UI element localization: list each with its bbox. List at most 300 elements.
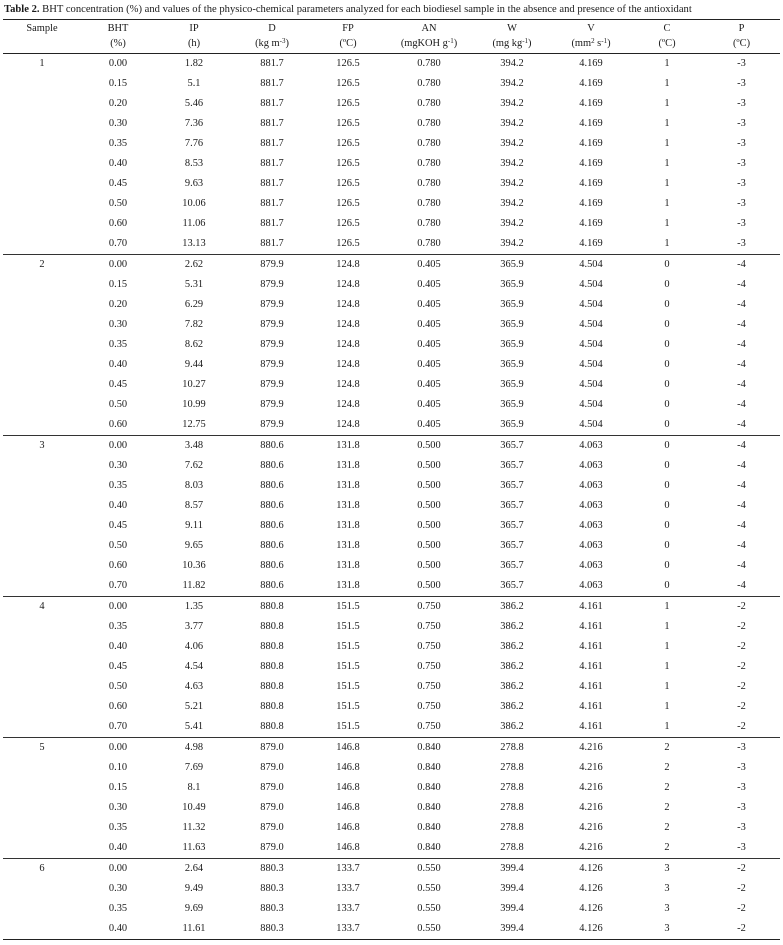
table-row — [3, 275, 780, 295]
table-row — [3, 536, 780, 556]
cell-c: 3 — [631, 919, 703, 940]
cell-c: 1 — [664, 158, 670, 169]
cell-w: 399.4 — [500, 863, 524, 874]
cell-sample — [3, 657, 81, 677]
cell-c: 0 — [664, 379, 670, 390]
table-header — [3, 20, 780, 54]
cell-ip: 9.44 — [184, 359, 204, 370]
cell-an: 0.780 — [417, 78, 441, 89]
cell-p: -3 — [737, 138, 746, 149]
cell-v: 4.169 — [579, 178, 603, 189]
cell-w: 394.2 — [500, 98, 524, 109]
cell-w: 394.2 — [500, 198, 524, 209]
cell-bht: 0.35 — [108, 138, 128, 149]
cell-p: -4 — [737, 460, 746, 471]
table-row — [3, 335, 780, 355]
table-row — [3, 214, 780, 234]
cell-ip: 1.82 — [184, 58, 204, 69]
cell-sample — [3, 919, 81, 940]
cell-sample — [3, 275, 81, 295]
cell-sample — [3, 415, 81, 436]
cell-sample: 2 — [39, 259, 45, 270]
cell-d: 881.7 — [260, 118, 284, 129]
cell-d: 879.9 — [233, 415, 311, 436]
cell-w: 365.7 — [500, 540, 524, 551]
cell-bht: 0.50 — [108, 198, 128, 209]
table-row — [3, 597, 780, 618]
cell-v: 4.504 — [551, 415, 631, 436]
header-c: C — [631, 20, 703, 37]
cell-d: 880.6 — [260, 540, 284, 551]
cell-w: 386.2 — [500, 681, 524, 692]
cell-ip: 3.77 — [184, 621, 204, 632]
cell-w: 386.2 — [473, 717, 551, 738]
cell-sample: 3 — [39, 440, 45, 451]
cell-an: 0.780 — [417, 138, 441, 149]
cell-v: 4.216 — [579, 742, 603, 753]
cell-sample — [3, 697, 81, 717]
cell-v: 4.063 — [579, 520, 603, 531]
cell-fp: 126.5 — [336, 98, 360, 109]
unit-sup: -1 — [522, 37, 529, 45]
cell-p: -3 — [703, 838, 780, 859]
cell-v: 4.161 — [551, 717, 631, 738]
cell-an: 0.780 — [385, 234, 473, 255]
cell-ip: 7.76 — [184, 138, 204, 149]
cell-an: 0.500 — [417, 440, 441, 451]
cell-p: -2 — [737, 681, 746, 692]
cell-p: -4 — [737, 379, 746, 390]
cell-w: 365.9 — [500, 359, 524, 370]
cell-bht: 0.00 — [108, 259, 128, 270]
cell-fp: 126.5 — [336, 118, 360, 129]
cell-p: -4 — [737, 279, 746, 290]
cell-an: 0.405 — [417, 319, 441, 330]
cell-fp: 126.5 — [336, 58, 360, 69]
cell-c: 1 — [664, 661, 670, 672]
cell-ip: 4.63 — [184, 681, 204, 692]
cell-w: 399.4 — [473, 919, 551, 940]
cell-d: 880.8 — [260, 641, 284, 652]
cell-fp: 131.8 — [336, 540, 360, 551]
cell-an: 0.840 — [417, 802, 441, 813]
cell-v: 4.063 — [579, 480, 603, 491]
cell-ip: 6.29 — [184, 299, 204, 310]
cell-sample — [3, 879, 81, 899]
cell-d: 881.7 — [233, 234, 311, 255]
cell-v: 4.216 — [551, 838, 631, 859]
cell-c: 3 — [664, 903, 670, 914]
cell-w: 386.2 — [500, 641, 524, 652]
cell-bht: 0.00 — [108, 742, 128, 753]
cell-bht: 0.40 — [108, 359, 128, 370]
cell-p: -3 — [737, 802, 746, 813]
cell-an: 0.405 — [417, 339, 441, 350]
header-d: D — [233, 20, 311, 37]
cell-p: -3 — [737, 118, 746, 129]
cell-w: 365.7 — [500, 460, 524, 471]
cell-fp: 124.8 — [336, 399, 360, 410]
unit-text: (mgKOH g — [400, 38, 448, 49]
cell-p: -4 — [737, 500, 746, 511]
cell-sample — [3, 214, 81, 234]
cell-v: 4.161 — [579, 661, 603, 672]
cell-p: -4 — [737, 540, 746, 551]
header-p-unit — [703, 36, 780, 54]
cell-c: 1 — [664, 98, 670, 109]
cell-w: 394.2 — [500, 158, 524, 169]
cell-fp: 126.5 — [336, 138, 360, 149]
cell-an: 0.405 — [417, 379, 441, 390]
cell-sample — [3, 395, 81, 415]
cell-v: 4.063 — [579, 460, 603, 471]
cell-c: 2 — [664, 742, 670, 753]
cell-an: 0.550 — [385, 919, 473, 940]
cell-bht: 0.50 — [108, 540, 128, 551]
cell-an: 0.840 — [417, 822, 441, 833]
table-row — [3, 94, 780, 114]
cell-p: -3 — [737, 762, 746, 773]
cell-sample — [3, 74, 81, 94]
cell-d: 879.0 — [260, 822, 284, 833]
cell-bht: 0.30 — [108, 802, 128, 813]
cell-w: 399.4 — [500, 883, 524, 894]
cell-d: 881.7 — [260, 78, 284, 89]
cell-v: 4.169 — [579, 198, 603, 209]
cell-fp: 126.5 — [336, 218, 360, 229]
cell-c: 3 — [664, 883, 670, 894]
cell-d: 880.6 — [260, 480, 284, 491]
cell-an: 0.840 — [417, 762, 441, 773]
unit-sup: -1 — [447, 37, 454, 45]
cell-w: 386.2 — [500, 701, 524, 712]
cell-ip: 3.48 — [184, 440, 204, 451]
header-an: AN — [385, 20, 473, 37]
cell-p: -3 — [737, 782, 746, 793]
cell-an: 0.500 — [385, 576, 473, 597]
cell-bht: 0.50 — [108, 399, 128, 410]
cell-an: 0.405 — [385, 415, 473, 436]
header-d-unit — [233, 36, 311, 54]
cell-bht: 0.20 — [108, 98, 128, 109]
header-bht-unit — [81, 36, 155, 54]
cell-c: 0 — [664, 560, 670, 571]
cell-bht: 0.35 — [108, 339, 128, 350]
cell-v: 4.504 — [579, 259, 603, 270]
cell-d: 879.9 — [260, 399, 284, 410]
cell-v: 4.504 — [579, 399, 603, 410]
cell-ip: 8.57 — [184, 500, 204, 511]
cell-bht: 0.40 — [108, 641, 128, 652]
cell-sample: 5 — [39, 742, 45, 753]
cell-w: 365.9 — [500, 259, 524, 270]
cell-bht: 0.00 — [108, 58, 128, 69]
cell-w: 365.9 — [500, 399, 524, 410]
cell-c: 1 — [631, 234, 703, 255]
cell-w: 365.7 — [473, 576, 551, 597]
cell-ip: 5.21 — [184, 701, 204, 712]
cell-bht: 0.00 — [108, 863, 128, 874]
cell-bht: 0.70 — [81, 717, 155, 738]
cell-p: -2 — [737, 883, 746, 894]
cell-d: 879.0 — [233, 838, 311, 859]
cell-w: 365.7 — [500, 440, 524, 451]
table-row — [3, 818, 780, 838]
cell-c: 0 — [631, 415, 703, 436]
cell-d: 879.0 — [260, 802, 284, 813]
cell-d: 880.8 — [260, 661, 284, 672]
table-row — [3, 375, 780, 395]
cell-ip: 4.54 — [184, 661, 204, 672]
cell-c: 2 — [631, 838, 703, 859]
cell-an: 0.500 — [417, 480, 441, 491]
cell-d: 880.8 — [233, 717, 311, 738]
cell-d: 879.0 — [260, 782, 284, 793]
cell-v: 4.169 — [579, 118, 603, 129]
header-v: V — [551, 20, 631, 37]
cell-bht: 0.15 — [108, 279, 128, 290]
cell-fp: 131.8 — [336, 520, 360, 531]
cell-p: -3 — [737, 218, 746, 229]
cell-v: 4.161 — [579, 641, 603, 652]
header-c-unit — [631, 36, 703, 54]
cell-an: 0.750 — [385, 717, 473, 738]
cell-fp: 151.5 — [336, 701, 360, 712]
cell-fp: 133.7 — [336, 863, 360, 874]
cell-an: 0.405 — [417, 259, 441, 270]
cell-an: 0.780 — [417, 98, 441, 109]
cell-w: 278.8 — [500, 742, 524, 753]
cell-c: 1 — [664, 138, 670, 149]
table-row — [3, 476, 780, 496]
unit-text: (h) — [187, 38, 201, 49]
cell-p: -2 — [737, 641, 746, 652]
cell-d: 879.0 — [260, 762, 284, 773]
cell-p: -3 — [737, 822, 746, 833]
header-fp-unit — [311, 36, 385, 54]
cell-v: 4.161 — [579, 681, 603, 692]
cell-w: 394.2 — [500, 118, 524, 129]
cell-p: -2 — [737, 701, 746, 712]
cell-an: 0.500 — [417, 520, 441, 531]
cell-p: -4 — [737, 480, 746, 491]
cell-an: 0.405 — [417, 299, 441, 310]
cell-fp: 126.5 — [311, 234, 385, 255]
cell-d: 880.6 — [260, 500, 284, 511]
cell-ip: 9.69 — [184, 903, 204, 914]
unit-text: (kg m — [255, 38, 280, 49]
cell-an: 0.780 — [417, 198, 441, 209]
table-row — [3, 315, 780, 335]
cell-bht: 0.30 — [108, 883, 128, 894]
cell-v: 4.161 — [579, 621, 603, 632]
header-v-unit — [551, 36, 631, 54]
cell-ip: 4.06 — [184, 641, 204, 652]
table-row — [3, 919, 780, 940]
cell-sample — [3, 899, 81, 919]
cell-bht: 0.45 — [108, 178, 128, 189]
table-row — [3, 54, 780, 75]
cell-ip: 8.1 — [187, 782, 201, 793]
cell-bht: 0.20 — [108, 299, 128, 310]
cell-p: -2 — [737, 903, 746, 914]
cell-fp: 146.8 — [336, 762, 360, 773]
cell-v: 4.504 — [579, 279, 603, 290]
table-row — [3, 234, 780, 255]
cell-fp: 146.8 — [336, 822, 360, 833]
cell-w: 394.2 — [500, 78, 524, 89]
cell-c: 0 — [664, 500, 670, 511]
cell-sample — [3, 516, 81, 536]
cell-ip: 9.49 — [184, 883, 204, 894]
cell-d: 879.9 — [260, 339, 284, 350]
cell-d: 879.0 — [260, 742, 284, 753]
cell-c: 1 — [631, 717, 703, 738]
unit-text: ) — [453, 38, 458, 49]
sample-group-6 — [3, 859, 780, 940]
cell-v: 4.216 — [579, 762, 603, 773]
cell-v: 4.504 — [579, 299, 603, 310]
table-row — [3, 556, 780, 576]
cell-sample — [3, 778, 81, 798]
table-row — [3, 194, 780, 214]
cell-v: 4.504 — [579, 359, 603, 370]
cell-p: -3 — [737, 78, 746, 89]
cell-c: 0 — [664, 259, 670, 270]
cell-ip: 10.99 — [182, 399, 206, 410]
cell-ip: 10.06 — [182, 198, 206, 209]
cell-v: 4.504 — [579, 319, 603, 330]
cell-bht: 0.40 — [108, 500, 128, 511]
unit-text: (ºC) — [658, 38, 676, 49]
cell-v: 4.063 — [579, 440, 603, 451]
cell-c: 3 — [664, 863, 670, 874]
cell-p: -4 — [737, 520, 746, 531]
cell-ip: 2.62 — [184, 259, 204, 270]
cell-ip: 11.82 — [155, 576, 233, 597]
table-row — [3, 798, 780, 818]
cell-w: 394.2 — [500, 58, 524, 69]
cell-w: 365.9 — [500, 279, 524, 290]
cell-sample — [3, 154, 81, 174]
cell-ip: 9.11 — [185, 520, 203, 531]
cell-bht: 0.00 — [108, 601, 128, 612]
cell-sample — [3, 637, 81, 657]
cell-sample: 6 — [39, 863, 45, 874]
cell-an: 0.780 — [417, 218, 441, 229]
cell-fp: 151.5 — [311, 717, 385, 738]
cell-fp: 124.8 — [336, 379, 360, 390]
cell-bht: 0.30 — [108, 319, 128, 330]
cell-p: -3 — [703, 234, 780, 255]
cell-p: -2 — [737, 863, 746, 874]
table-row — [3, 415, 780, 436]
cell-ip: 7.82 — [184, 319, 204, 330]
header-ip: IP — [155, 20, 233, 37]
cell-c: 1 — [664, 681, 670, 692]
cell-v: 4.063 — [551, 576, 631, 597]
table-caption — [4, 2, 780, 18]
cell-d: 879.9 — [260, 259, 284, 270]
cell-ip: 13.13 — [155, 234, 233, 255]
cell-p: -3 — [737, 178, 746, 189]
cell-d: 881.7 — [260, 58, 284, 69]
cell-fp: 131.8 — [311, 576, 385, 597]
cell-an: 0.750 — [417, 641, 441, 652]
table-label: Table 2. — [4, 4, 40, 15]
cell-fp: 151.5 — [336, 601, 360, 612]
unit-text: ) — [528, 38, 532, 49]
cell-w: 399.4 — [500, 903, 524, 914]
cell-bht: 0.00 — [108, 440, 128, 451]
table-row — [3, 617, 780, 637]
cell-d: 881.7 — [260, 138, 284, 149]
cell-ip: 5.41 — [155, 717, 233, 738]
cell-c: 1 — [664, 218, 670, 229]
table-row — [3, 738, 780, 759]
cell-d: 881.7 — [260, 218, 284, 229]
cell-p: -4 — [737, 299, 746, 310]
cell-d: 880.8 — [260, 701, 284, 712]
cell-p: -4 — [703, 415, 780, 436]
cell-c: 1 — [664, 601, 670, 612]
cell-w: 365.9 — [500, 339, 524, 350]
cell-sample — [3, 818, 81, 838]
cell-d: 880.8 — [260, 601, 284, 612]
cell-bht: 0.40 — [81, 838, 155, 859]
cell-sample — [3, 556, 81, 576]
cell-v: 4.169 — [579, 58, 603, 69]
cell-c: 1 — [664, 641, 670, 652]
cell-d: 880.3 — [260, 903, 284, 914]
cell-fp: 146.8 — [336, 742, 360, 753]
cell-d: 880.3 — [233, 919, 311, 940]
cell-fp: 131.8 — [336, 500, 360, 511]
table-row — [3, 134, 780, 154]
cell-c: 0 — [664, 540, 670, 551]
cell-fp: 126.5 — [336, 158, 360, 169]
table-row — [3, 516, 780, 536]
cell-ip: 10.49 — [182, 802, 206, 813]
cell-ip: 4.98 — [184, 742, 204, 753]
cell-v: 4.216 — [579, 782, 603, 793]
cell-d: 880.6 — [260, 520, 284, 531]
cell-v: 4.126 — [579, 863, 603, 874]
cell-sample — [3, 335, 81, 355]
cell-v: 4.126 — [551, 919, 631, 940]
cell-an: 0.750 — [417, 661, 441, 672]
cell-fp: 124.8 — [336, 359, 360, 370]
cell-w: 365.7 — [500, 560, 524, 571]
cell-ip: 11.61 — [155, 919, 233, 940]
cell-fp: 124.8 — [336, 339, 360, 350]
cell-ip: 9.65 — [184, 540, 204, 551]
unit-text: (%) — [110, 38, 126, 49]
cell-p: -3 — [737, 98, 746, 109]
cell-w: 394.2 — [500, 178, 524, 189]
cell-v: 4.169 — [579, 98, 603, 109]
cell-p: -4 — [737, 339, 746, 350]
cell-w: 278.8 — [500, 822, 524, 833]
header-name-row — [3, 20, 780, 37]
cell-c: 0 — [664, 480, 670, 491]
cell-an: 0.780 — [417, 118, 441, 129]
cell-bht: 0.60 — [108, 218, 128, 229]
cell-ip: 5.31 — [184, 279, 204, 290]
cell-v: 4.063 — [579, 560, 603, 571]
cell-an: 0.780 — [417, 58, 441, 69]
cell-d: 881.7 — [260, 178, 284, 189]
